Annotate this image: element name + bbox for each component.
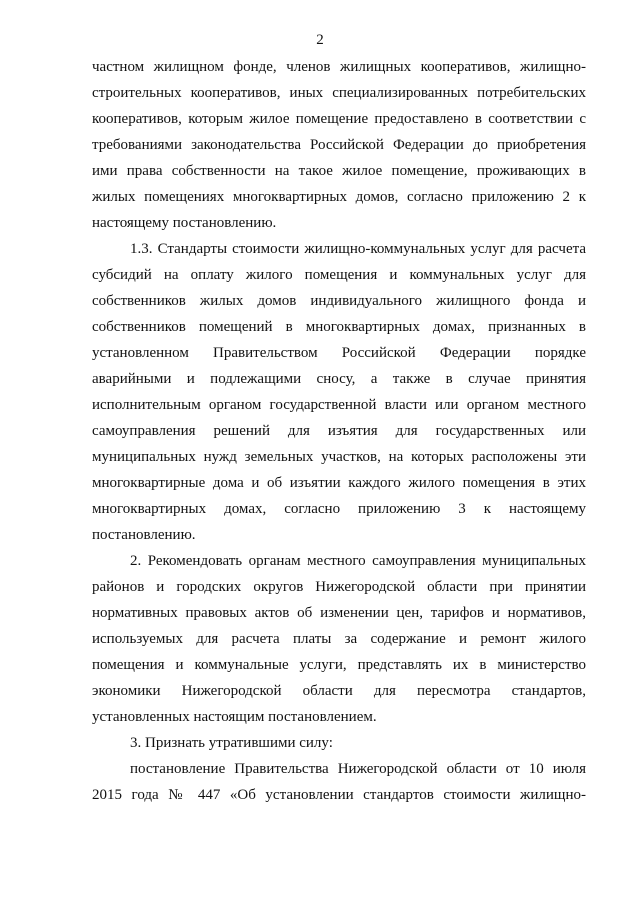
paragraph-1-3 (92, 236, 586, 548)
text-line: районов и городских округов Нижегородской области при принятии (92, 579, 586, 595)
text-line: используемых для расчета платы за содержание и ремонт жилого (92, 631, 586, 647)
page-number: 2 (316, 32, 324, 48)
text-line: ими права собственности на такое жилое помещение, проживающих в (92, 163, 586, 179)
text-line: самоуправления решений для изъятия для государственных или (92, 423, 586, 439)
text-line: кооперативов, которым жилое помещение предоставлено в соответствии с (92, 111, 586, 127)
text-line: помещения и коммунальные услуги, представлять их в министерство (92, 657, 586, 673)
text-line: постановлению. (92, 527, 196, 543)
text-line: аварийными и подлежащими сносу, а также в случае принятия (92, 371, 586, 387)
text-line: строительных кооперативов, иных специализированных потребительских (92, 85, 586, 101)
text-line: постановление Правительства Нижегородской области от 10 июля (130, 761, 586, 777)
text-line: 2015 года № 447 «Об установлении стандартов стоимости жилищно- (92, 787, 586, 803)
text-line: установленных настоящим постановлением. (92, 709, 377, 725)
text-line: экономики Нижегородской области для пересмотра стандартов, (92, 683, 586, 699)
text-line: субсидий на оплату жилого помещения и коммунальных услуг для (92, 267, 586, 283)
paragraph-repeal (92, 756, 586, 808)
text-line: 3. Признать утратившими силу: (130, 735, 333, 751)
text-line: 1.3. Стандарты стоимости жилищно-коммунальных услуг для расчета (130, 241, 586, 257)
text-line: муниципальных нужд земельных участков, на которых расположены эти (92, 449, 586, 465)
text-line: собственников помещений в многоквартирных домах, признанных в (92, 319, 586, 335)
text-line: нормативных правовых актов об изменении цен, тарифов и нормативов, (92, 605, 586, 621)
text-line: многоквартирные дома и об изъятии каждого жилого помещения в этих (92, 475, 586, 491)
text-line: частном жилищном фонде, членов жилищных кооперативов, жилищно- (92, 59, 586, 75)
paragraph-2 (92, 548, 586, 730)
text-line: 2. Рекомендовать органам местного самоуправления муниципальных (130, 553, 586, 569)
text-line: жилых помещениях многоквартирных домов, согласно приложению 2 к (92, 189, 586, 205)
text-line: исполнительным органом государственной власти или органом местного (92, 397, 586, 413)
text-line: требованиями законодательства Российской Федерации до приобретения (92, 137, 586, 153)
text-line: многоквартирных домах, согласно приложению 3 к настоящему (92, 501, 586, 517)
text-line: установленном Правительством Российской Федерации порядке (92, 345, 586, 361)
text-line: собственников жилых домов индивидуального жилищного фонда и (92, 293, 586, 309)
paragraph-3 (92, 730, 586, 756)
text-line: настоящему постановлению. (92, 215, 277, 231)
paragraph-1 (92, 54, 586, 236)
document-body (92, 54, 586, 808)
